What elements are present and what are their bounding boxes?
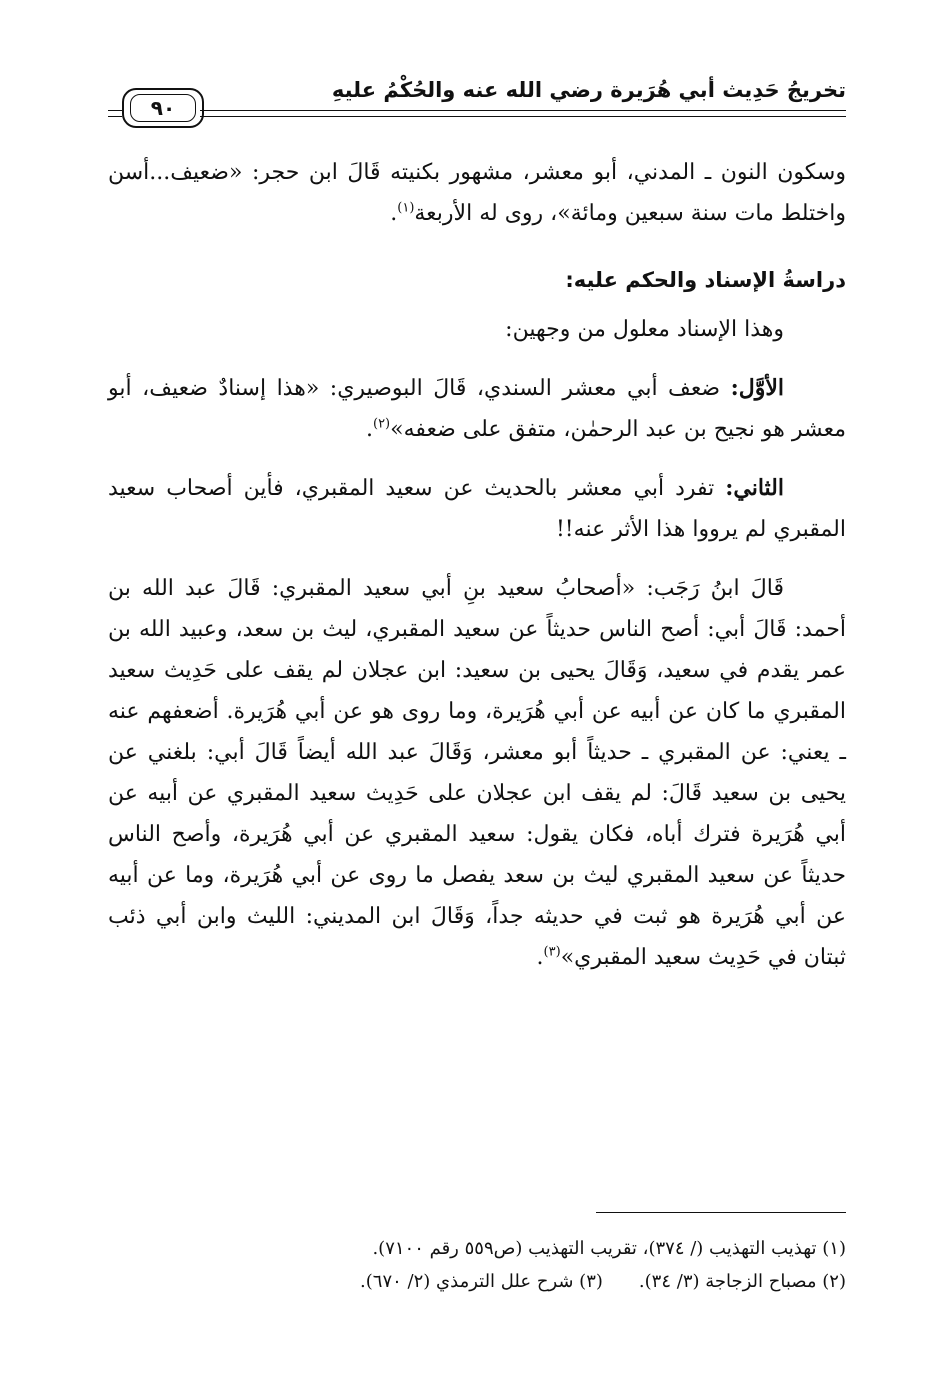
main-text xyxy=(108,152,846,978)
first-label: الأوَّل: xyxy=(730,375,784,401)
footnote-separator xyxy=(596,1212,846,1213)
header-rule-bottom xyxy=(200,116,846,117)
page-number-frame xyxy=(122,88,204,128)
footnotes xyxy=(108,1232,846,1298)
paragraph-first-reason: الأوَّل: ضعف أبي معشر السندي، قَالَ البوصيري: «هذا إسنادٌ ضعيف، أبو معشر هو نجيح بن عبد الرحمٰن، متفق على ضعفه»$^{(٢)}$. xyxy=(108,375,846,442)
page-header xyxy=(110,72,846,126)
footnote-1: (١) تهذيب التهذيب (/ ٣٧٤)، تقريب التهذيب (ص٥٥٩ رقم ٧١٠٠). xyxy=(372,1238,846,1259)
header-rule-left-bottom xyxy=(108,116,122,117)
second-label: الثاني: xyxy=(725,475,784,501)
header-rule-left-top xyxy=(108,110,122,111)
footnote-3: (٣) شرح علل الترمذي (٢/ ٦٧٠). xyxy=(360,1271,603,1292)
footnote-2: (٢) مصباح الزجاجة (٣/ ٣٤). xyxy=(638,1271,846,1292)
paragraph-intro: وهذا الإسناد معلول من وجهين: xyxy=(505,317,784,342)
footnote-ref-1: (١) xyxy=(397,200,415,216)
footnote-ref-3: (٣) xyxy=(543,944,561,960)
paragraph-second-reason: الثاني: تفرد أبي معشر بالحديث عن سعيد المقبري، فأين أصحاب سعيد المقبري لم يرووا هذا الأثر عنه!! xyxy=(108,475,846,542)
footnote-row-2 xyxy=(108,1265,846,1298)
running-title: تخريجُ حَدِيث أبي هُرَيرة رضي الله عنه والحُكْمُ عليهِ xyxy=(331,78,846,102)
footnote-ref-2: (٢) xyxy=(372,416,391,432)
paragraph-continuation: وسكون النون ـ المدني، أبو معشر، مشهور بكنيته قَالَ ابن حجر: «ضعيف...أسن واختلط مات سنة سبعين ومائة»، روى له الأربعة$^{(١)}$. xyxy=(108,160,846,226)
header-rule-top xyxy=(200,110,846,111)
paragraph-quotation: قَالَ ابنُ رَجَب: «أصحابُ سعيد بنِ أبي سعيد المقبري: قَالَ عبد الله بن أحمد: قَالَ أبي: أصح الناس حديثاً عن سعيد المقبري، ليث بن سعد، وعبيد الله بن عمر يقدم في سعيد، وَقَالَ يحيى بن سعيد: ابن عجلان لم يقف على حَدِيث سعيد المقبري ما كان عن أبيه عن أبي هُرَيرة، وما روى هو عن أبي هُرَيرة. أضعفهم عنه ـ يعني: عن المقبري ـ حديثاً أبو معشر، وَقَالَ عبد الله أيضاً قَالَ أبي: بلغني عن يحيى بن سعيد قَالَ: لم يقف ابن عجلان على حَدِيث سعيد المقبري عن أبيه عن أبي هُرَيرة فترك أباه، فكان يقول: سعيد المقبري عن أبي هُرَيرة، وأصح الناس حديثاً عن سعيد المقبري ليث بن سعد يفصل ما روى عن أبي هُرَيرة، وما عن أبيه عن أبي هُرَيرة هو ثبت في حديثه جداً، وَقَالَ ابن المديني: الليث وابن أبي ذئب ثبتان في حَدِيث سعيد المقبري»$^{(٣)}$. xyxy=(108,576,847,970)
page-number: ٩٠ xyxy=(130,94,196,122)
section-heading: دراسةُ الإسناد والحكم عليه: xyxy=(565,268,846,292)
